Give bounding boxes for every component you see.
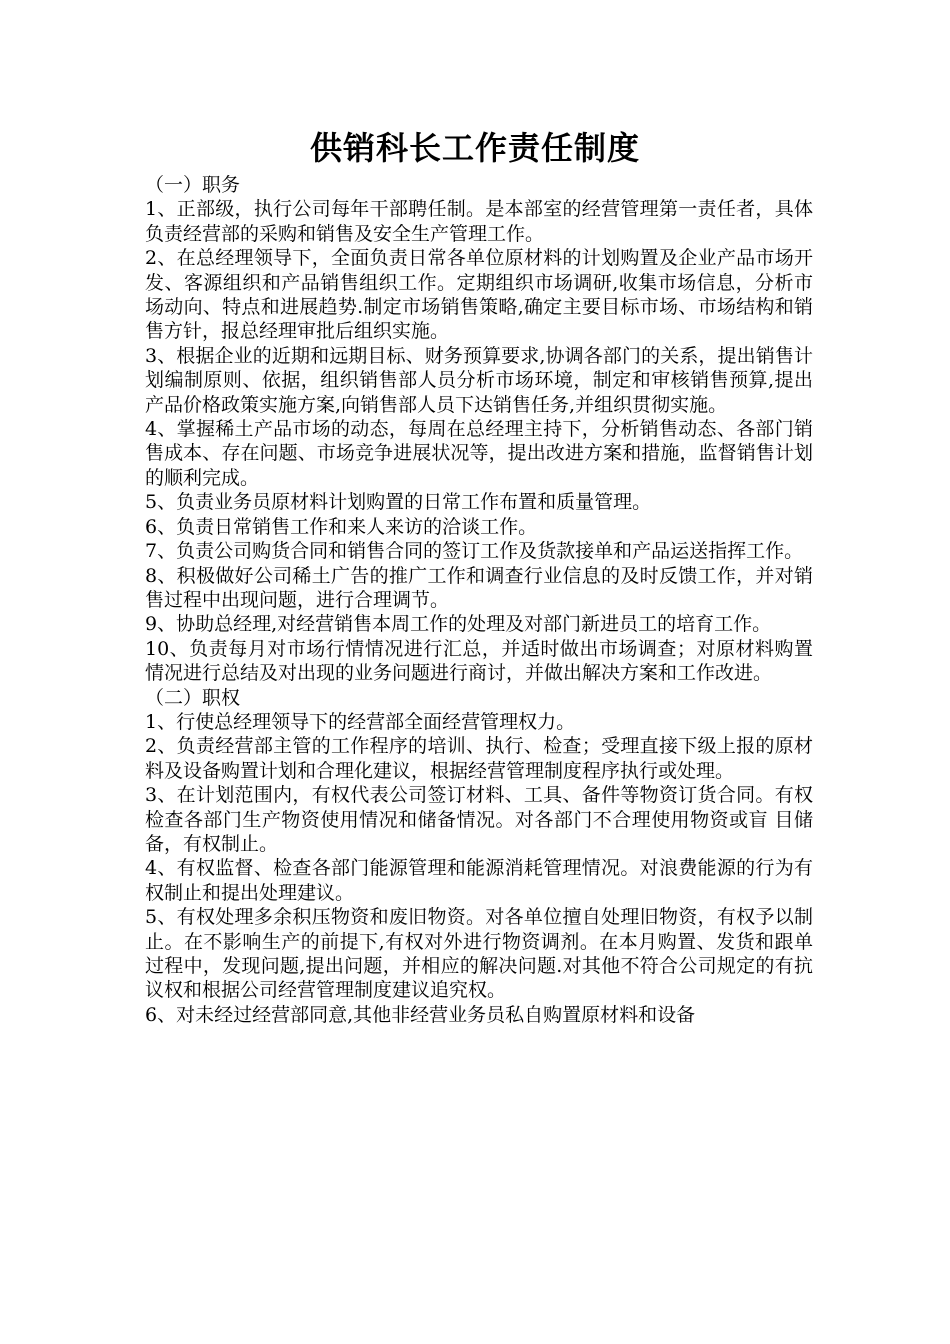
duty-item-8: 8、积极做好公司稀土广告的推广工作和调查行业信息的及时反馈工作，并对销售过程中出现问题，进行合理调节。 [145, 564, 813, 611]
duty-item-3: 3、根据企业的近期和远期目标、财务预算要求,协调各部门的关系，提出销售计划编制原则、依据，组织销售部人员分析市场环境，制定和审核销售预算,提出产品价格政策实施方案,向销售部人员下达销售任务,并组织贯彻实施。 [145, 344, 813, 416]
authority-item-6: 6、对未经过经营部同意,其他非经营业务员私自购置原材料和设备 [145, 1003, 696, 1026]
duty-item-7: 7、负责公司购货合同和销售合同的签订工作及货款接单和产品运送指挥工作。 [145, 540, 804, 563]
authority-item-2: 2、负责经营部主管的工作程序的培训、执行、检查；受理直接下级上报的原材料及设备购置计划和合理化建议，根据经营管理制度程序执行或处理。 [145, 735, 813, 782]
duty-item-10: 10、负责每月对市场行情情况进行汇总，并适时做出市场调查；对原材料购置情况进行总结及对出现的业务问题进行商讨，并做出解决方案和工作改进。 [145, 637, 813, 685]
duty-item-9: 9、协助总经理,对经营销售本周工作的处理及对部门新进员工的培育工作。 [145, 613, 772, 636]
duty-item-5: 5、负责业务员原材料计划购置的日常工作布置和质量管理。 [145, 491, 652, 514]
section-heading-duties: （一）职务 [145, 174, 241, 196]
authority-item-1: 1、行使总经理领导下的经营部全面经营管理权力。 [145, 710, 576, 733]
document-body [145, 173, 813, 1027]
section-heading-authority: （二）职权 [145, 686, 241, 709]
authority-item-4: 4、有权监督、检查各部门能源管理和能源消耗管理情况。对浪费能源的行为有权制止和提出处理建议。 [145, 857, 813, 904]
authority-item-5: 5、有权处理多余积压物资和废旧物资。对各单位擅自处理旧物资，有权予以制止。在不影响生产的前提下,有权对外进行物资调剂。在本月购置、发货和跟单过程中，发现问题,提出问题，并相应的解决问题.对其他不符合公司规定的有抗议权和根据公司经营管理制度建议追究权。 [145, 906, 813, 1002]
duty-item-6: 6、负责日常销售工作和来人来访的洽谈工作。 [145, 515, 538, 538]
duty-item-1: 1、正部级，执行公司每年干部聘任制。是本部室的经营管理第一责任者，具体负责经营部的采购和销售及安全生产管理工作。 [145, 198, 813, 245]
authority-item-3: 3、在计划范围内，有权代表公司签订材料、工具、备件等物资订货合同。有权检查各部门生产物资使用情况和储备情况。对各部门不合理使用物资或盲 目储备，有权制止。 [145, 784, 813, 855]
duty-item-4: 4、掌握稀土产品市场的动态，每周在总经理主持下，分析销售动态、各部门销售成本、存在问题、市场竞争进展状况等，提出改进方案和措施，监督销售计划的顺利完成。 [145, 418, 813, 489]
document-title: 供销科长工作责任制度 [309, 129, 640, 167]
duty-item-2: 2、在总经理领导下，全面负责日常各单位原材料的计划购置及企业产品市场开发、客源组织和产品销售组织工作。定期组织市场调研,收集市场信息，分析市场动向、特点和进展趋势.制定市场销售策略,确定主要目标市场、市场结构和销售方针，报总经理审批后组织实施。 [145, 247, 813, 343]
